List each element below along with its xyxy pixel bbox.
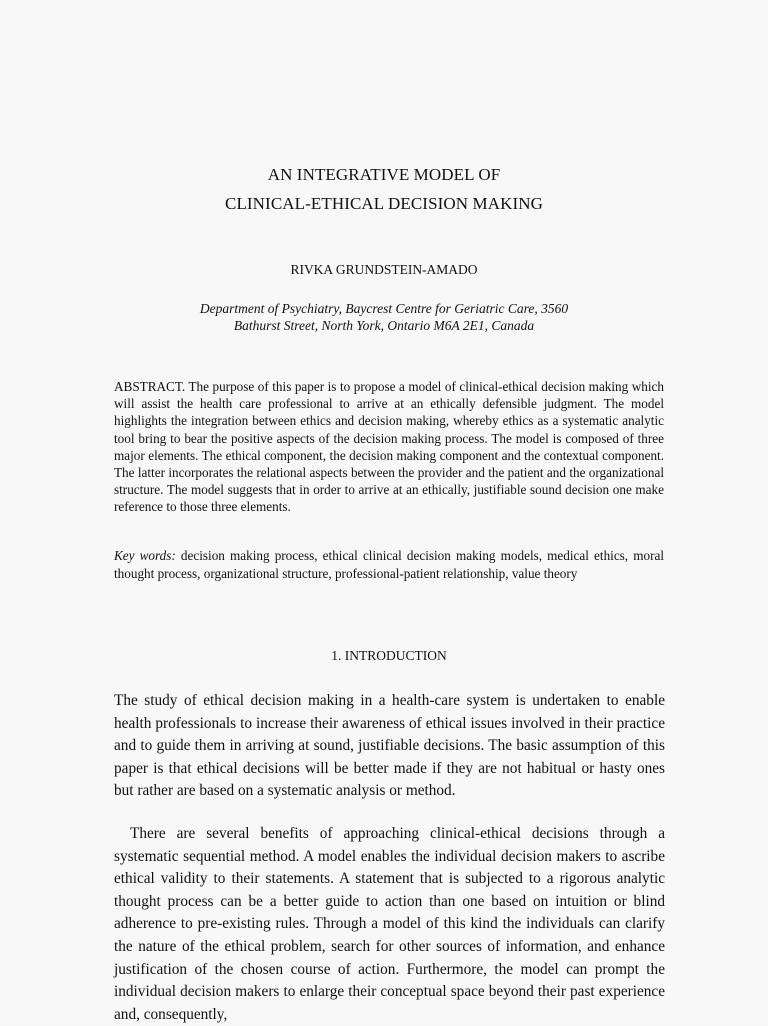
abstract: ABSTRACT. The purpose of this paper is to propose a model of clinical-ethical decision making which will assist the health care professional to arrive at an ethically defensible judgment. The model highlights the integration between ethics and decision making, whereby ethics as a systematic analytic tool bring to bear the positive aspects of the decision making process. The model is composed of three major elements. The ethical component, the decision making component and the contextual component. The latter incorporates the relational aspects between the provider and the patient and the organizational structure. The model suggests that in order to arrive at an ethically, justifiable sound decision one make reference to those three elements. (114, 379, 664, 515)
affiliation-line-1: Department of Psychiatry, Baycrest Centre for Geriatric Care, 3560 (199, 301, 569, 316)
paper-title-line-2: CLINICAL-ETHICAL DECISION MAKING (225, 194, 543, 213)
body-paragraph-1: The study of ethical decision making in a health-care system is undertaken to enable health professionals to increase their awareness of ethical issues involved in their practice and to guide them in arriving at sound, justifiable decisions. The basic assumption of this paper is that ethical decisions will be better made if they are not habitual or hasty ones but rather are based on a systematic analysis or method. (114, 692, 665, 800)
affiliation-line-2: Bathurst Street, North York, Ontario M6A 2E1, Canada (233, 318, 535, 333)
author-name: RIVKA GRUNDSTEIN-AMADO (290, 262, 478, 277)
section-heading-introduction: 1. INTRODUCTION (331, 648, 447, 663)
body-paragraph-2: There are several benefits of approaching clinical-ethical decisions through a systematic sequential method. A model enables the individual decision makers to ascribe ethical validity to their statements. A statement that is subjected to a rigorous analytic thought process can be a better guide to action than one based on intuition or blind adherence to pre-existing rules. Through a model of this kind the individuals can clarify the nature of the ethical problem, search for other sources of information, and enhance justification of the chosen course of action. Furthermore, the model can prompt the individual decision makers to enlarge their conceptual space beyond their past experience and, consequently, (114, 825, 665, 1023)
keywords-list: decision making process, ethical clinical decision making models, medical ethics, moral thought process, organizational structure, professional-patient relationship, value theory (114, 548, 664, 581)
paper-title-line-1: AN INTEGRATIVE MODEL OF (267, 165, 501, 184)
keywords-label: Key words: (114, 548, 176, 563)
keywords-block (114, 547, 664, 582)
